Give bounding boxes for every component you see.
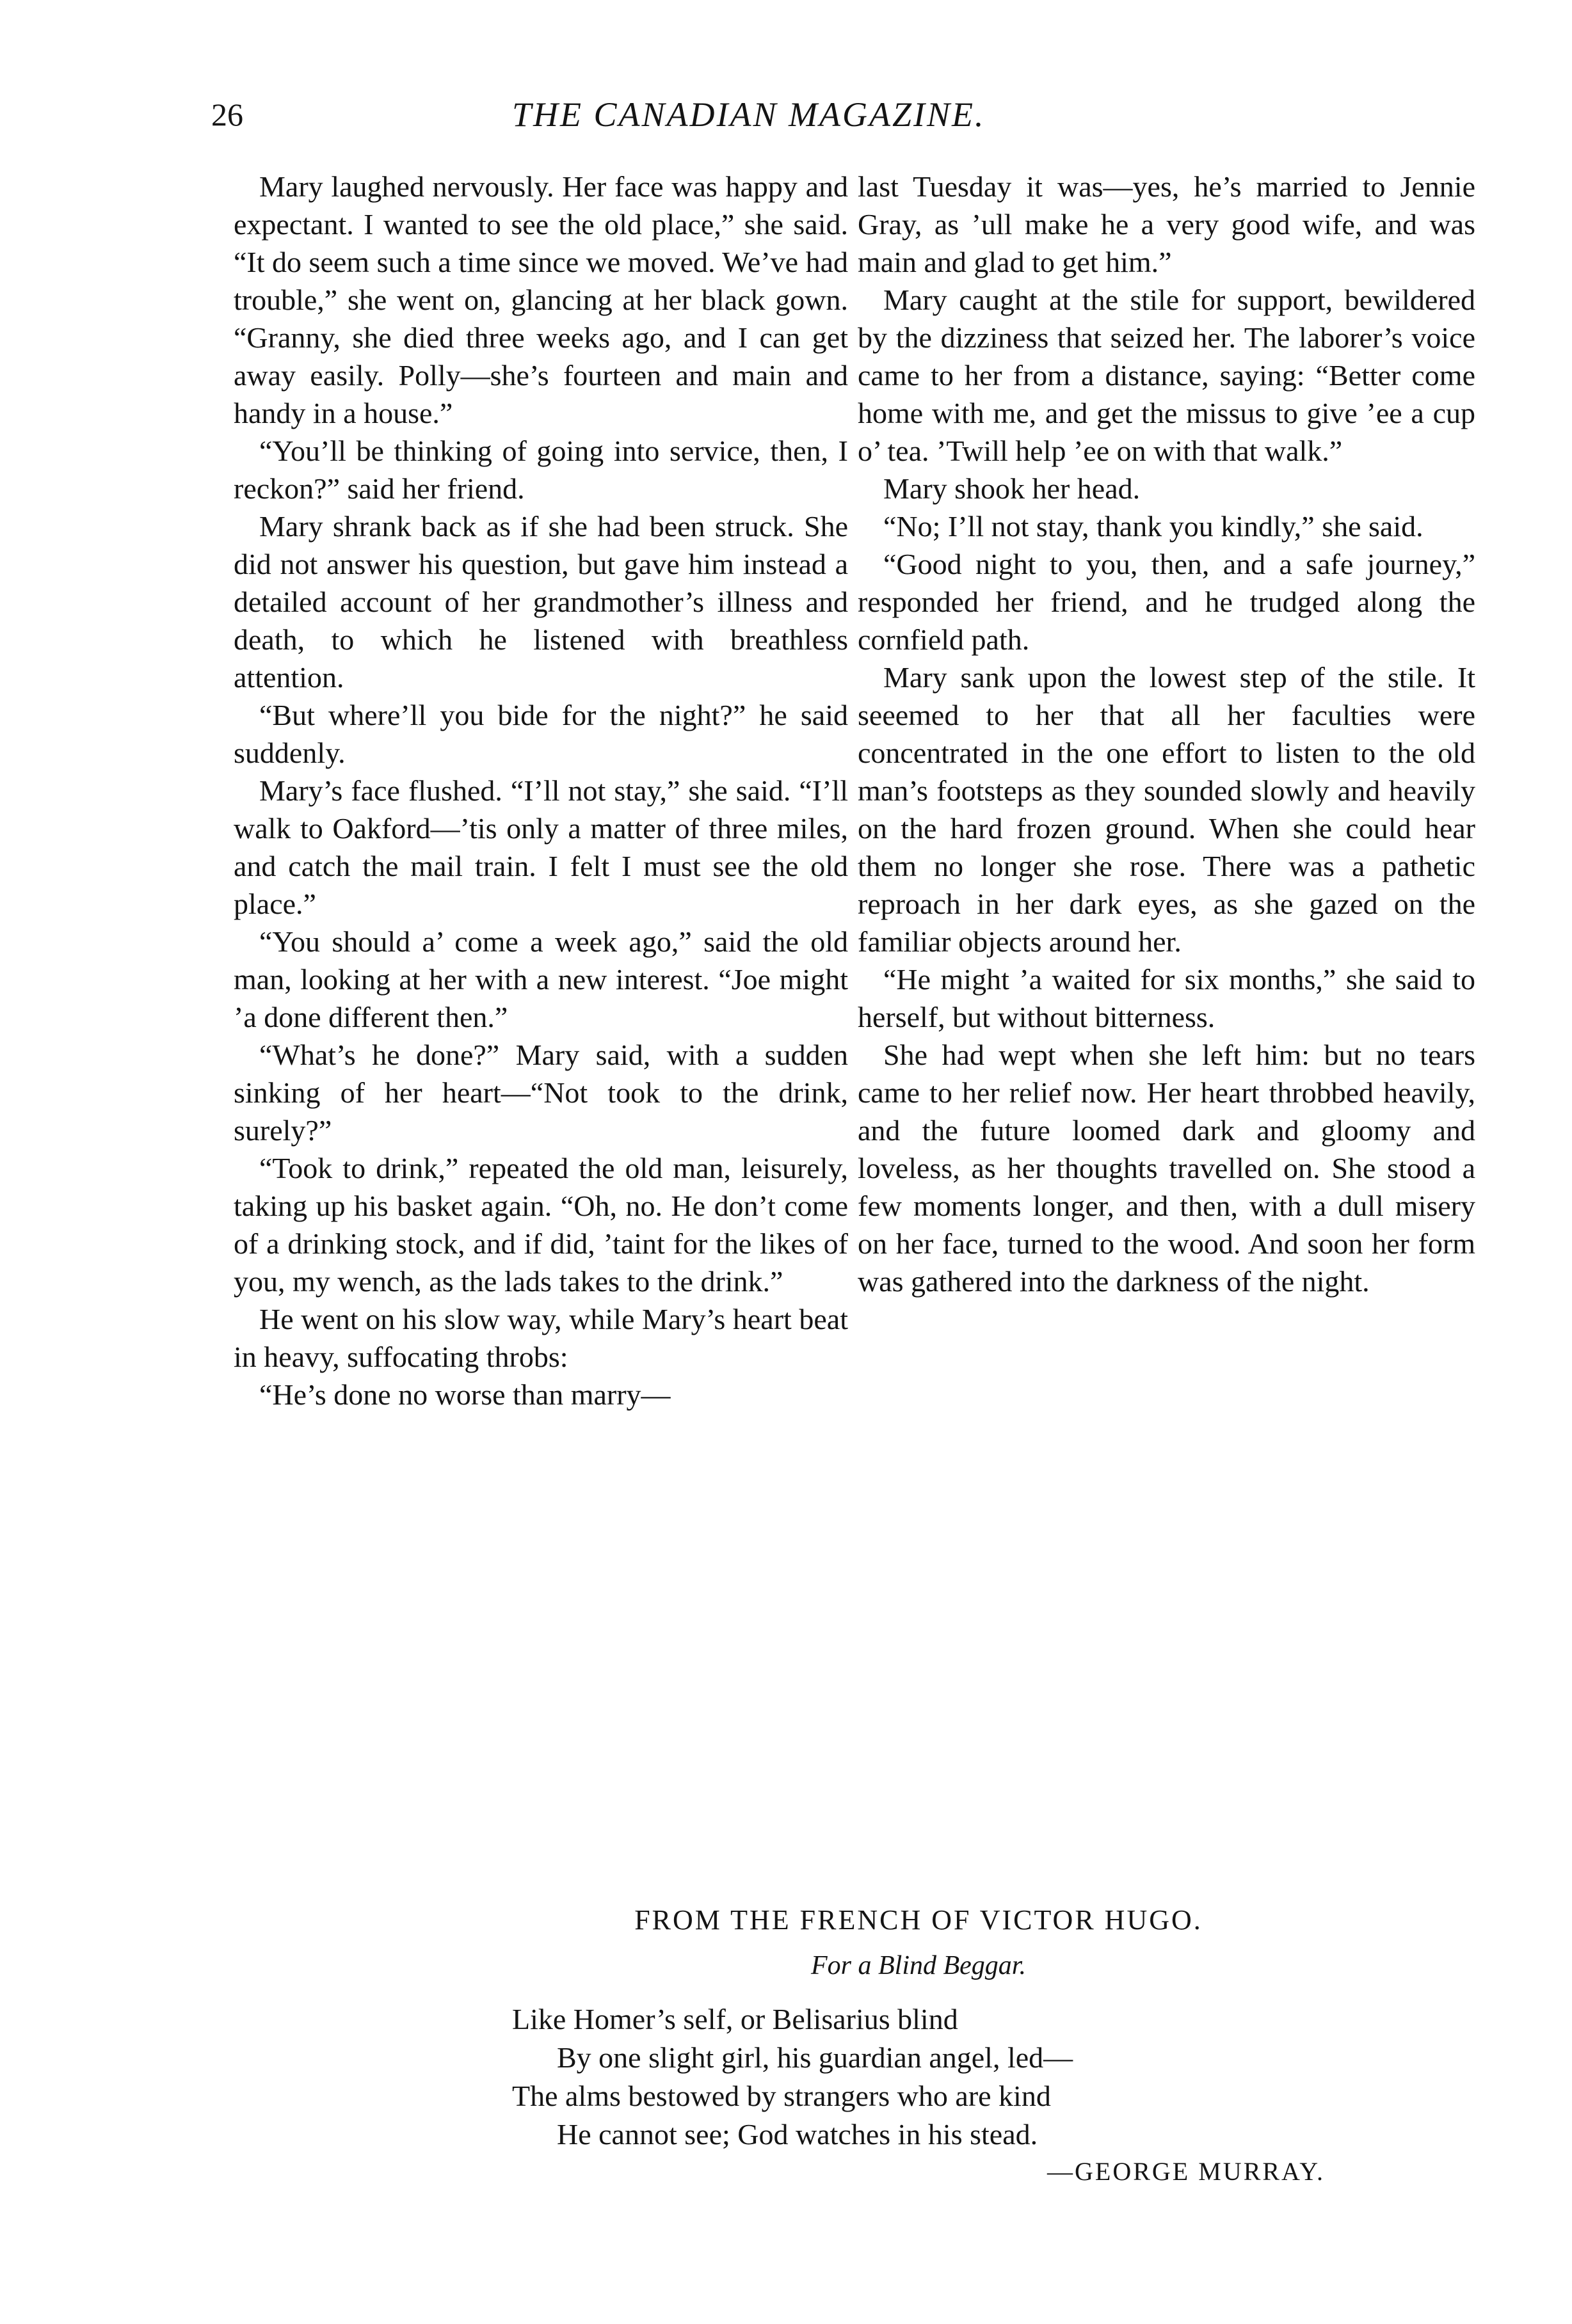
paragraph: “Good night to you, then, and a safe journey,” responded her friend, and he trudged along the cornfield path. [858,548,1475,656]
paragraph: “What’s he done?” Mary said, with a sudden sinking of her heart—“Not took to the drink, surely?” [234,1039,848,1147]
paragraph: “You’ll be thinking of going into service, then, I reckon?” said her friend. [234,434,848,505]
paragraph: Mary sank upon the lowest step of the stile. It seeemed to her that all her faculties were concentrated in the one effort to listen to the old man’s footsteps as they sounded slowly and heavily on the hard frozen ground. When she could hear them no longer she rose. There was a pathetic reproach in her dark eyes, as she gazed on the familiar objects around her. [858,661,1475,958]
running-head: THE CANADIAN MAGAZINE. [512,95,986,134]
poem-subtitle: For a Blind Beggar. [811,1951,1026,1980]
paragraph: Mary laughed nervously. Her face was happy and expectant. I wanted to see the old place,” she said. “It do seem such a time since we moved. We’ve had trouble,” she went on, glancing at her black gown. “Granny, she died three weeks ago, and I can get away easily. Polly—she’s fourteen and main and handy in a house.” [234,170,848,429]
poem-section [448,1904,1389,2186]
poem-line: He cannot see; God watches in his stead. [557,2118,1038,2151]
poem-line: The alms bestowed by strangers who are kind [512,2080,1051,2112]
paragraph: He went on his slow way, while Mary’s heart beat in heavy, suffocating throbs: [234,1303,848,1373]
poem-author: —GEORGE MURRAY. [1047,2157,1325,2186]
page-number: 26 [211,97,243,132]
poem-title: FROM THE FRENCH OF VICTOR HUGO. [634,1904,1203,1936]
poem-line: By one slight girl, his guardian angel, led— [557,2041,1073,2074]
paragraph: She had wept when she left him: but no tears came to her relief now. Her heart throbbed heavily, and the future loomed dark and gloomy and loveless, as her thoughts travelled on. She stood a few moments longer, and then, with a dull misery on her face, turned to the wood. And soon her form was gathered into the darkness of the night. [858,1039,1475,1298]
paragraph: last Tuesday it was—yes, he’s married to Jennie Gray, as ’ull make he a very good wife, and was main and glad to get him.” [858,170,1475,278]
right-column [858,168,1475,1300]
paragraph: Mary caught at the stile for support, bewildered by the dizziness that seized her. The laborer’s voice came to her from a distance, saying: “Better come home with me, and get the missus to give ’ee a cup o’ tea. ’Twill help ’ee on with that walk.” [858,283,1475,467]
paragraph: “But where’ll you bide for the night?” he said suddenly. [234,699,848,769]
poem-line: Like Homer’s self, or Belisarius blind [512,2003,958,2035]
paragraph: “He might ’a waited for six months,” she said to herself, but without bitterness. [858,963,1475,1033]
left-column [234,168,848,1413]
paragraph: Mary’s face flushed. “I’ll not stay,” she said. “I’ll walk to Oakford—’tis only a matter of three miles, and catch the mail train. I felt I must see the old place.” [234,774,848,920]
paragraph: “He’s done no worse than marry— [259,1378,671,1411]
paragraph: Mary shook her head. [883,472,1141,505]
paragraph: “No; I’ll not stay, thank you kindly,” she said. [883,510,1424,543]
paragraph: Mary shrank back as if she had been struck. She did not answer his question, but gave him instead a detailed account of her grandmother’s illness and death, to which he listened with breathless attention. [234,510,848,694]
paragraph: “You should a’ come a week ago,” said the old man, looking at her with a new interest. “Joe might ’a done different then.” [234,925,848,1033]
paragraph: “Took to drink,” repeated the old man, leisurely, taking up his basket again. “Oh, no. He don’t come of a drinking stock, and if did, ’taint for the likes of you, my wench, as the lads takes to the drink.” [234,1152,848,1298]
